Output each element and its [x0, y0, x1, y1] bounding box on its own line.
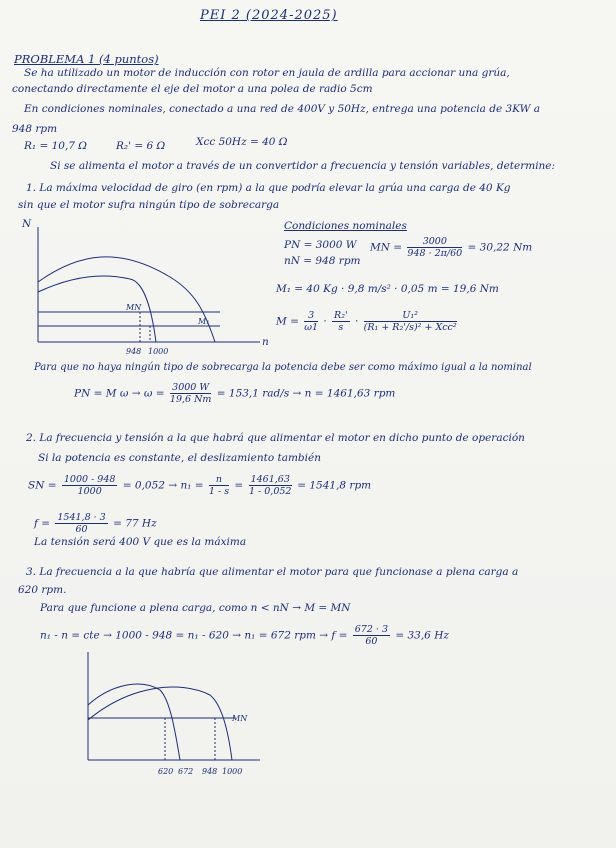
q3-equation: n₁ - n = cte → 1000 - 948 = n₁ - 620 → n₁ = 672 rpm → f = $\frac{672 \cdot 3}{60}$ = 33,6 Hz [40, 624, 449, 647]
graph1-x-label: n [262, 336, 269, 348]
q3-question-cont: 620 rpm. [18, 584, 67, 596]
statement-line-4: 948 rpm [12, 123, 58, 135]
q1-power-equation: PN = M ω → ω = $\frac{3000 W}{19,6 Nm}$ = 153,1 rad/s → n = 1461,63 rpm [74, 382, 396, 405]
problem-intro: Si se alimenta el motor a través de un convertidor a frecuencia y tensión variables, determine: [50, 160, 556, 172]
graph1-y-label: N [22, 218, 32, 230]
q1-question-cont: sin que el motor sufra ningún tipo de sobrecarga [18, 199, 280, 211]
torque-speed-graph-1 [20, 222, 270, 357]
q2-line-1: Si la potencia es constante, el deslizamiento también [38, 452, 321, 464]
q2-slip-equation: SN = $\frac{1000 - 948}{1000}$ = 0,052 → n₁ = $\frac{n}{1 - s}$ = $\frac{1461,63}{1 - 0,052}$ = 1541,8 rpm [28, 474, 372, 497]
problem-heading: PROBLEMA 1 (4 puntos) [14, 52, 159, 66]
torque-formula: M = $\frac{3}{\omega 1}$ · $\frac{\text{R₂'}}{s}$ · $\frac{\text{U₁²}}{\text{(R₁ + R₂'/s)² + Xcc²}}$ [276, 310, 457, 333]
graph2-tick-672: 672 [178, 767, 194, 776]
param-r1: R₁ = 10,7 Ω [24, 140, 88, 152]
graph2-tick-948: 948 [202, 767, 218, 776]
q2-frequency-equation: f = $\frac{1541,8 \cdot 3}{60}$ = 77 Hz [34, 512, 157, 535]
q3-question: 3. La frecuencia a la que habría que alimentar el motor para que funcionase a plena carga a [26, 566, 519, 578]
graph1-tick-1000: 1000 [148, 347, 169, 356]
q2-question: 2. La frecuencia y tensión a la que habrá que alimentar el motor en dicho punto de operación [26, 432, 525, 444]
q1-note: Para que no haya ningún tipo de sobrecarga la potencia debe ser como máximo igual a la nominal [34, 362, 532, 373]
statement-line-3: En condiciones nominales, conectado a una red de 400V y 50Hz, entrega una potencia de 3KW a [24, 103, 541, 115]
graph2-tick-620: 620 [158, 767, 174, 776]
page-title: PEI 2 (2024-2025) [200, 8, 338, 23]
m1-equation: M₁ = 40 Kg · 9,8 m/s² · 0,05 m = 19,6 Nm [276, 283, 499, 295]
graph1-mn-label: MN [126, 303, 142, 312]
graph2-tick-1000: 1000 [222, 767, 243, 776]
q3-line-1: Para que funcione a plena carga, como n < nN → M = MN [40, 602, 351, 614]
statement-line-2: conectando directamente el eje del motor a una polea de radio 5cm [12, 83, 373, 95]
graph1-tick-948: 948 [126, 347, 142, 356]
statement-line-1: Se ha utilizado un motor de inducción con rotor en jaula de ardilla para accionar una grúa, [24, 67, 510, 79]
param-r2: R₂' = 6 Ω [116, 140, 166, 152]
nominal-nn: nN = 948 rpm [284, 255, 361, 267]
nominal-mn: MN = $\frac{3000}{948 \cdot 2\pi/60}$ = 30,22 Nm [370, 236, 533, 259]
q2-tension: La tensión será 400 V que es la máxima [34, 536, 247, 548]
graph1-m1-label: M₁ [198, 317, 210, 326]
nominal-pn: PN = 3000 W [284, 239, 357, 251]
q1-question: 1. La máxima velocidad de giro (en rpm) a la que podría elevar la grúa una carga de 40 Kg [26, 182, 511, 194]
graph2-mn-label: MN [232, 714, 248, 723]
param-xcc: Xcc 50Hz = 40 Ω [196, 136, 288, 148]
nominal-header: Condiciones nominales [284, 220, 407, 232]
